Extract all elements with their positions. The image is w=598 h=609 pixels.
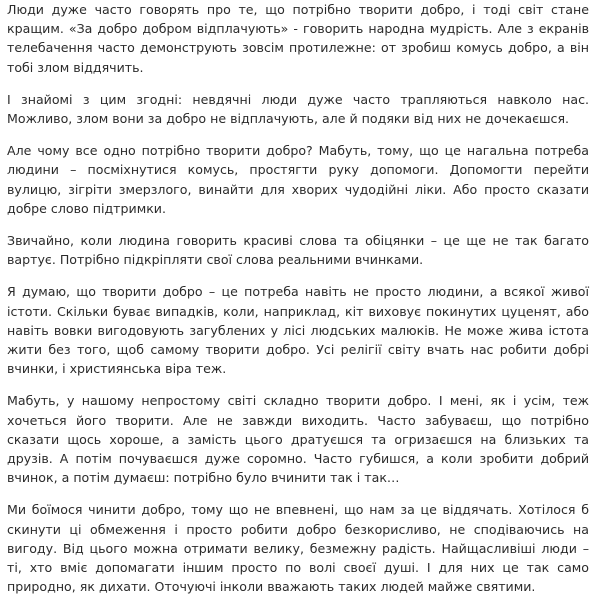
paragraph-7: Ми боїмося чинити добро, тому що не впевнені, що нам за це віддячать. Хотілося б скинути ці обмеження і просто робити добро безкорисливо, не сподіваючись на вигоду. Від цього можна отримати велику, безмежну радість. Найщасливіші люди – ті, хто вміє допомагати іншим просто по волі своєї душі. І для них це так само природно, як дихати. Оточуючі інколи вважають таких людей майже святими. xyxy=(7,502,589,595)
paragraph-3: Але чому все одно потрібно творити добро? Мабуть, тому, що це нагальна потреба людини – посміхнутися комусь, простягти руку допомоги. Допомогти перейти вулицю, зігріти змерзлого, винайти для хворих чудодійні ліки. Або просто сказати добре слово підтримки. xyxy=(7,143,589,216)
paragraph-4: Звичайно, коли людина говорить красиві слова та обіцянки – це ще не так багато вартує. Потрібно підкріпляти свої слова реальними вчинками. xyxy=(7,233,589,268)
paragraph-1: Люди дуже часто говорять про те, що потрібно творити добро, і тоді світ стане кращим. «За добро добром відплачують» - говорить народна мудрість. Але з екранів телебачення часто демонструють зовсім протилежне: от зробиш комусь добро, а він тобі злом віддячить. xyxy=(7,2,589,75)
article-body xyxy=(7,0,589,609)
paragraph-2: І знайомі з цим згодні: невдячні люди дуже часто трапляються навколо нас. Можливо, злом вони за добро не відплачують, але й подяки від них не дочекаєшся. xyxy=(7,91,589,127)
paragraph-6: Мабуть, у нашому непростому світі складно творити добро. І мені, як і усім, теж хочеться його творити. Але не завжди виходить. Часто забуваєш, що потрібно сказати щось хороше, а замість цього дратуєшся та огризаєшся на близьких та друзів. А потім почуваєшся дуже соромно. Часто губишся, а коли зробити добрий вчинок, а потім думаєш: потрібно було вчинити так і так… xyxy=(7,393,589,486)
paragraph-5: Я думаю, що творити добро – це потреба навіть не просто людини, а всякої живої істоти. Скільки буває випадків, коли, наприклад, кіт виховує покинутих цуценят, або навіть вовки вигодовують загублених у лісі людських малюків. Не може жива істота жити без того, щоб самому творити добро. Усі релігії світу вчать нас робити добрі вчинки, і християнська віра теж. xyxy=(7,284,589,377)
